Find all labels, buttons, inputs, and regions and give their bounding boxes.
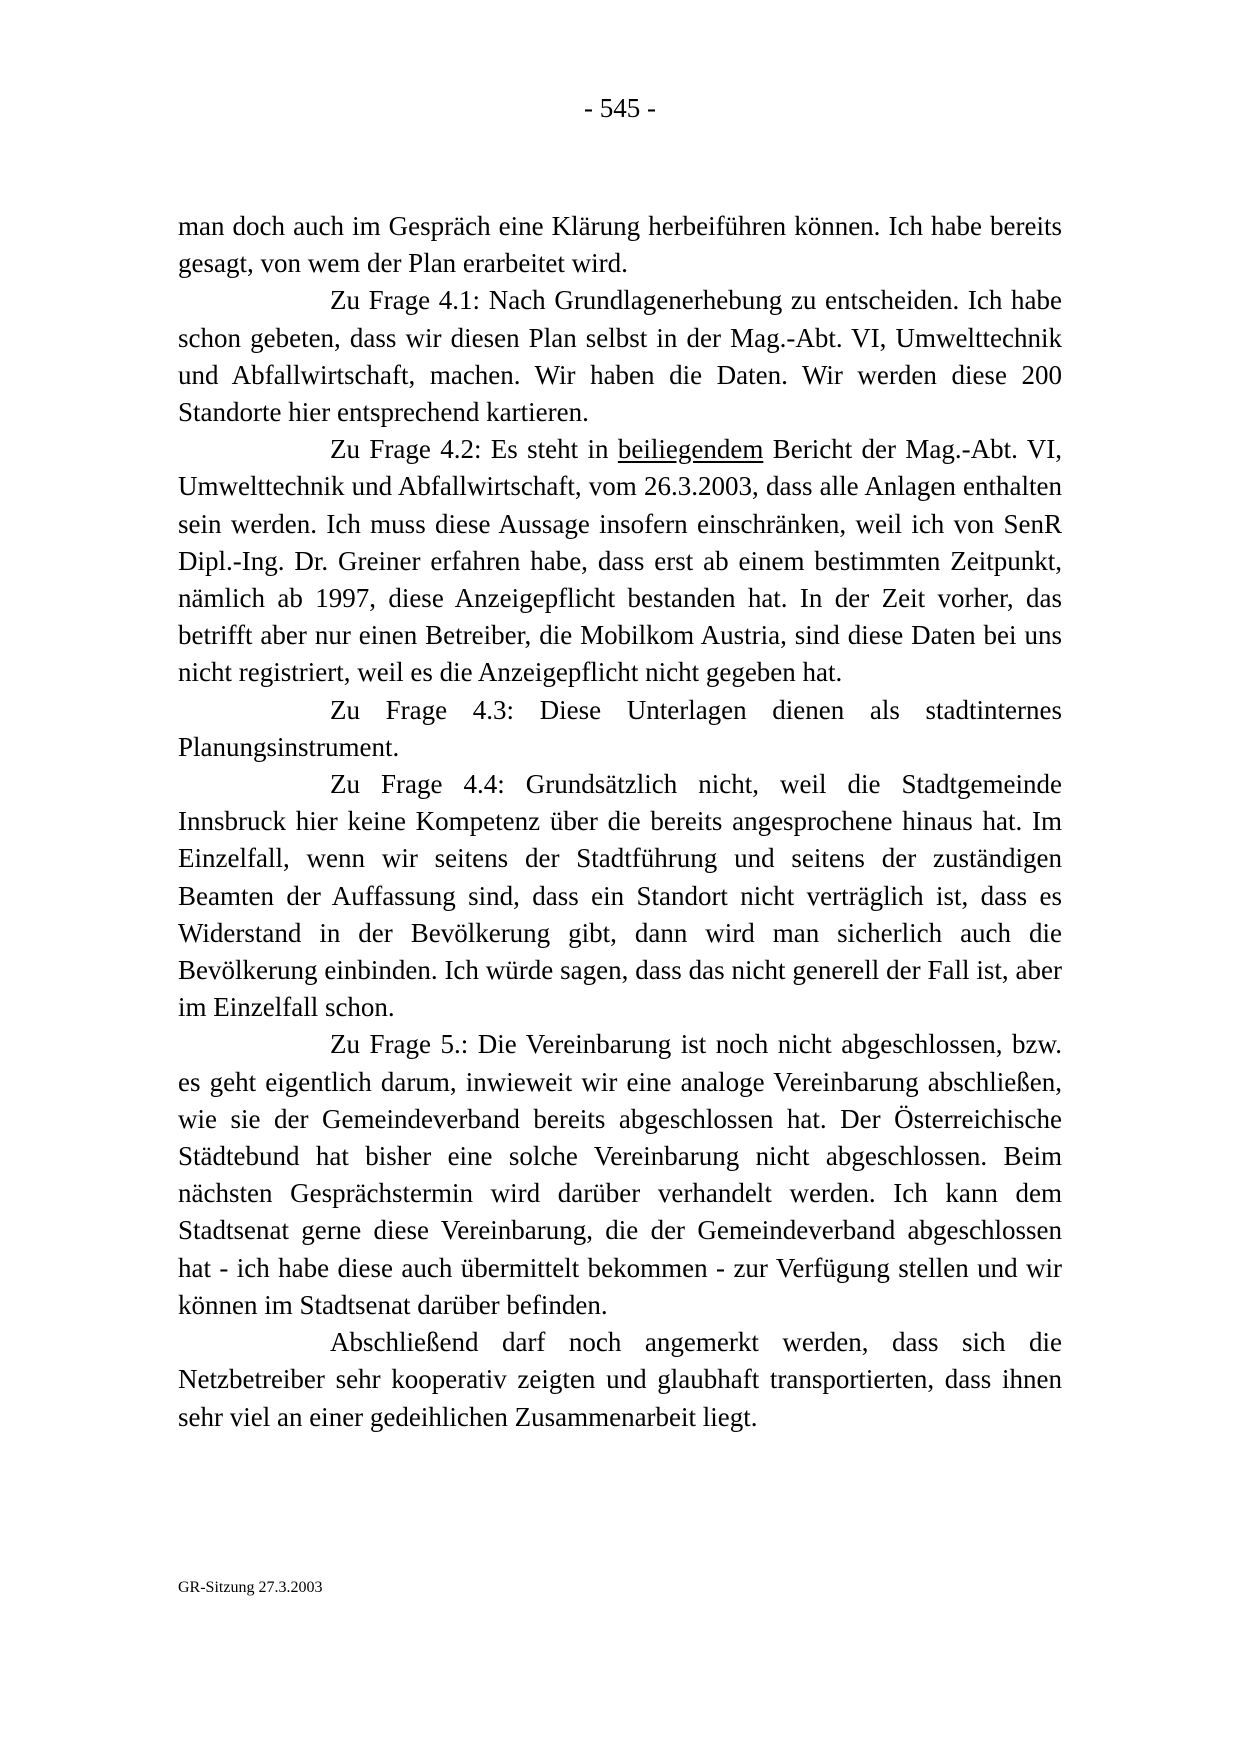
paragraph-frage-4-1: Zu Frage 4.1: Nach Grundlagenerhebung zu entscheiden. Ich habe schon gebeten, dass wir diesen Plan selbst in der Mag.-Abt. VI, Umwelttechnik und Abfallwirtschaft, machen. Wir haben die Daten. Wir werden diese 200 Standorte hier entsprechend kartieren.	[178, 285, 1062, 428]
paragraph-frage-4-2-rest: Bericht der Mag.-Abt. VI, Umwelttechnik und Abfallwirtschaft, vom 26.3.2003, dass alle Anlagen enthalten sein werden. Ich muss diese Aussage insofern einschränken, weil ich von SenR Dipl.-Ing. Dr. Greiner erfahren habe, dass erst ab einem bestimmten Zeitpunkt, nämlich ab 1997, diese Anzeigepflicht bestanden hat. In der Zeit vorher, das betrifft aber nur einen Betreiber, die Mobilkom Austria, sind diese Daten bei uns nicht registriert, weil es die Anzeigepflicht nicht gegeben hat.	[178, 434, 1062, 688]
underlined-word: beiliegendem	[617, 434, 764, 465]
paragraph-frage-4-4: Zu Frage 4.4: Grundsätzlich nicht, weil die Stadtgemeinde Innsbruck hier keine Kompetenz über die bereits angesprochene hinaus hat. Im Einzelfall, wenn wir seitens der Stadtführung und seitens der zuständigen Beamten der Auffassung sind, dass ein Standort nicht verträglich ist, dass es Widerstand in der Bevölkerung gibt, dann wird man sicherlich auch die Bevölkerung einbinden. Ich würde sagen, dass das nicht generell der Fall ist, aber im Einzelfall schon.	[178, 769, 1062, 1023]
paragraph-frage-4-2-lead: Zu Frage 4.2: Es steht in	[330, 434, 618, 465]
footer-session-label: GR-Sitzung 27.3.2003	[178, 1579, 323, 1596]
page-number: - 545 -	[584, 93, 656, 123]
paragraph-frage-4-3: Zu Frage 4.3: Diese Unterlagen dienen als stadtinternes Planungsinstrument.	[178, 694, 1062, 762]
paragraph-closing: Abschließend darf noch angemerkt werden, dass sich die Netzbetreiber sehr kooperativ zeigten und glaubhaft transportierten, dass ihnen sehr viel an einer gedeihlichen Zusammenarbeit liegt.	[178, 1327, 1062, 1432]
document-body	[178, 208, 1062, 1436]
paragraph-frage-5: Zu Frage 5.: Die Vereinbarung ist noch nicht abgeschlossen, bzw. es geht eigentlich darum, inwieweit wir eine analoge Vereinbarung abschließen, wie sie der Gemeindeverband bereits abgeschlossen hat. Der Österreichische Städtebund hat bisher eine solche Vereinbarung nicht abgeschlossen. Beim nächsten Gesprächstermin wird darüber verhandelt werden. Ich kann dem Stadtsenat gerne diese Vereinbarung, die der Gemeindeverband abgeschlossen hat - ich habe diese auch übermittelt bekommen - zur Verfügung stellen und wir können im Stadtsenat darüber befinden.	[178, 1029, 1062, 1320]
paragraph-frage-4-2	[178, 431, 1062, 691]
paragraph-continuation: man doch auch im Gespräch eine Klärung herbeiführen können. Ich habe bereits gesagt, von wem der Plan erarbeitet wird.	[178, 211, 1062, 279]
